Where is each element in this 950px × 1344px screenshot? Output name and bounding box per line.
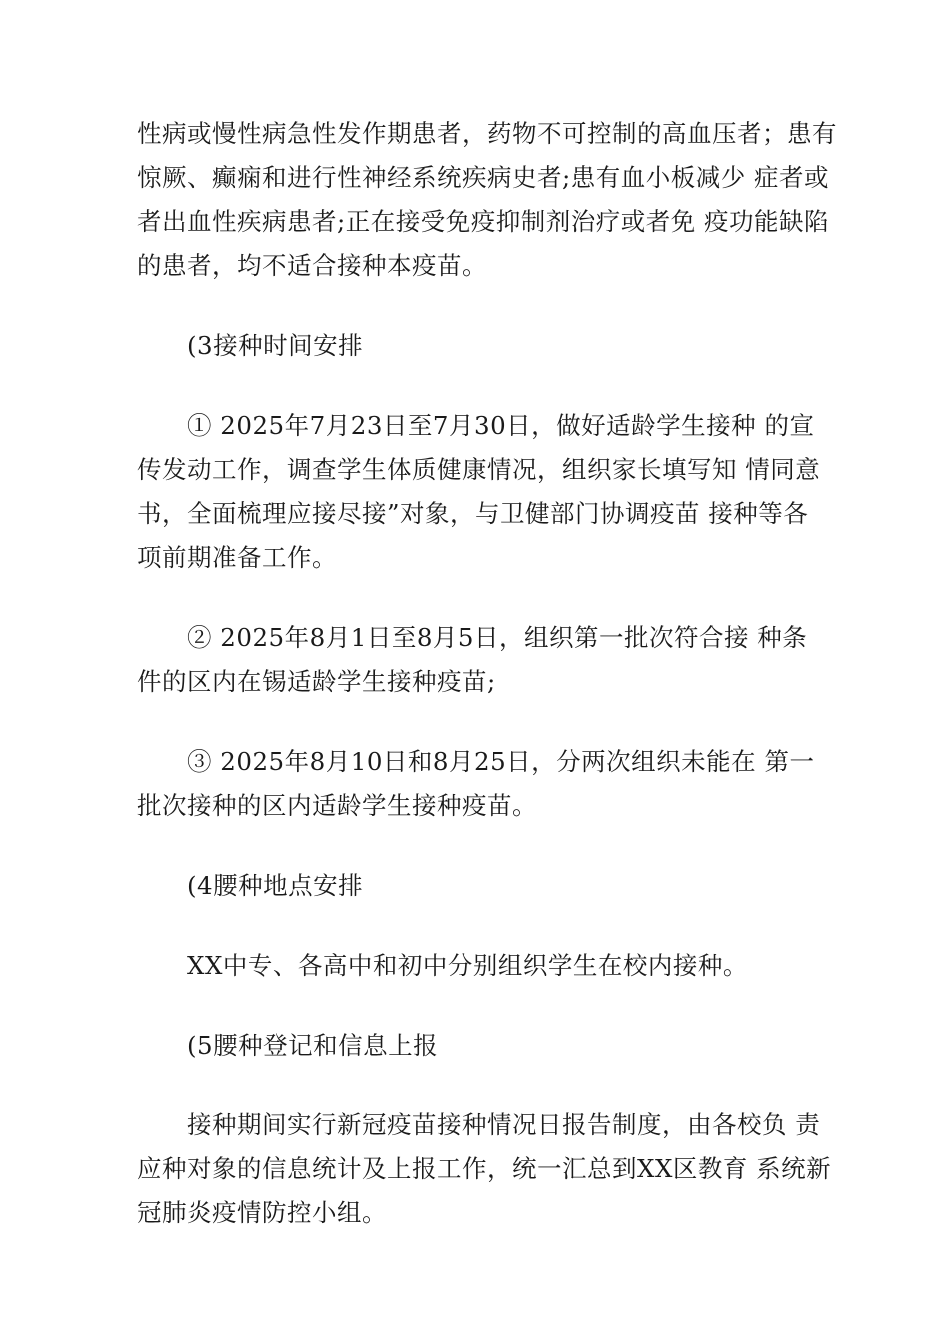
paragraph-schedule-item-3 — [137, 740, 827, 828]
text-line: 性病或慢性病急性发作期患者，药物不可控制的高血压者；患有 — [137, 119, 837, 148]
heading-text: (4腰种地点安排 — [187, 871, 364, 900]
text-line: 者出血性疾病患者;正在接受免疫抑制剂治疗或者免 疫功能缺陷 — [137, 207, 830, 236]
text-line: ③ 2025年8月10日和8月25日，分两次组织未能在 第一 — [187, 747, 815, 776]
text-line: 接种期间实行新冠疫苗接种情况日报告制度，由各校负 责 — [187, 1110, 821, 1139]
heading-text: (3接种时间安排 — [187, 331, 364, 360]
text-line: 惊厥、癫痫和进行性神经系统疾病史者;患有血小板减少 症者或 — [137, 163, 830, 192]
text-line: 件的区内在锡适龄学生接种疫苗; — [137, 667, 496, 696]
text-line: 传发动工作，调查学生体质健康情况，组织家长填写知 情同意 — [137, 455, 821, 484]
text-line: 书，全面梳理应接尽接”对象，与卫健部门协调疫苗 接种等各 — [137, 499, 809, 528]
paragraph-schedule-item-1 — [137, 404, 827, 580]
paragraph-location — [137, 944, 827, 988]
text-line: 项前期准备工作。 — [137, 543, 337, 572]
section-heading-location — [137, 864, 827, 908]
document-page — [137, 112, 837, 1235]
section-heading-schedule — [137, 324, 827, 368]
text-line: 批次接种的区内适龄学生接种疫苗。 — [137, 791, 537, 820]
heading-text: (5腰种登记和信息上报 — [187, 1031, 439, 1060]
paragraph-registration — [137, 1103, 832, 1235]
section-heading-registration — [137, 1024, 827, 1068]
text-line: ② 2025年8月1日至8月5日，组织第一批次符合接 种条 — [187, 623, 808, 652]
text-line: 冠肺炎疫情防控小组。 — [137, 1198, 387, 1227]
paragraph-schedule-item-2 — [137, 616, 827, 704]
text-line: XX中专、各高中和初中分别组织学生在校内接种。 — [187, 951, 748, 980]
text-line: ① 2025年7月23日至7月30日，做好适龄学生接种 的宣 — [187, 411, 815, 440]
text-line: 应种对象的信息统计及上报工作，统一汇总到XX区教育 系统新 — [137, 1154, 832, 1183]
paragraph-contraindications — [137, 112, 837, 288]
text-line: 的患者，均不适合接种本疫苗。 — [137, 251, 487, 280]
